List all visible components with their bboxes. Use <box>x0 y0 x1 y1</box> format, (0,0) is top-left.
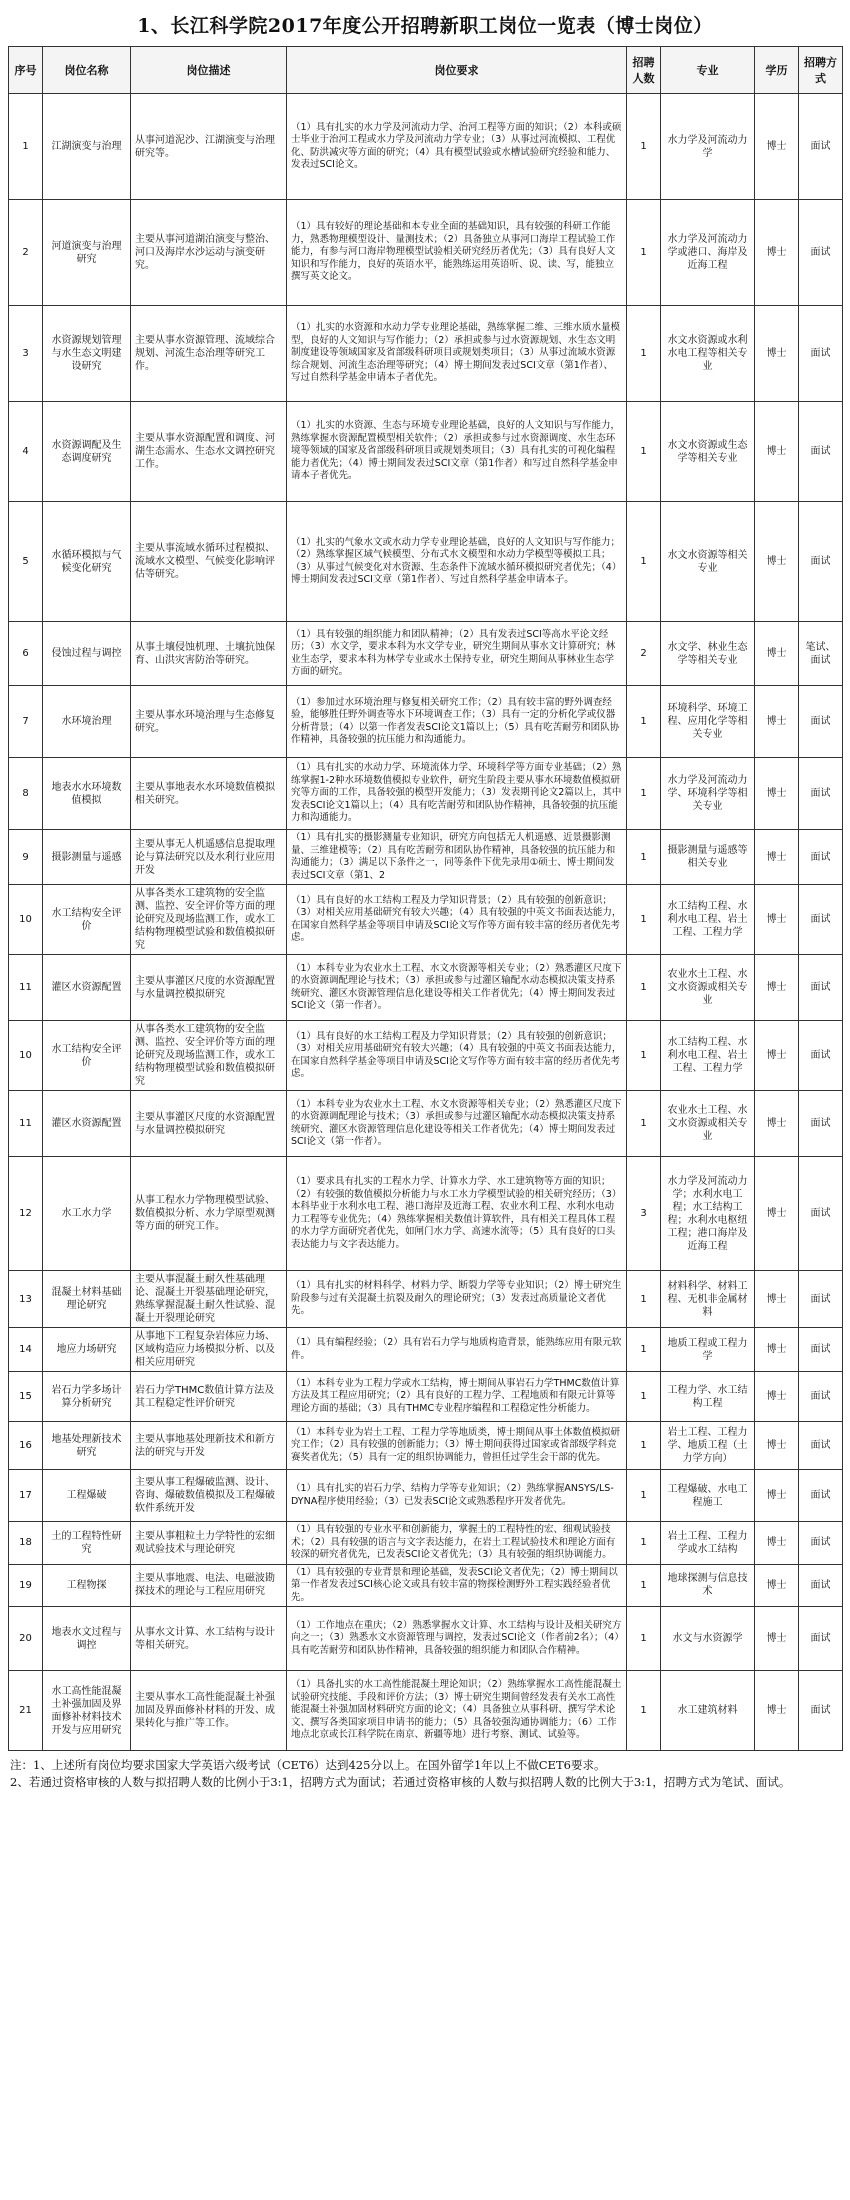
row-req: （1）具有良好的水工结构工程及力学知识背景；（2）具有较强的创新意识；（3）对相关应用基础研究有较大兴趣；（4）具有较强的中英文书面表达能力，在国家自然科学基金等项目申请及SCI论文写作等方面有较丰富的经历者优先考虑。 <box>287 885 627 955</box>
row-degree: 博士 <box>755 1671 799 1751</box>
row-major: 岩土工程、工程力学、地质工程（土力学方向） <box>661 1422 755 1470</box>
row-no: 10 <box>9 1021 43 1091</box>
row-method: 面试 <box>799 1271 843 1328</box>
row-count: 1 <box>627 402 661 502</box>
row-count: 2 <box>627 622 661 686</box>
row-count: 3 <box>627 1157 661 1271</box>
row-major: 农业水土工程、水文水资源或相关专业 <box>661 1091 755 1157</box>
row-major: 水文与水资源学 <box>661 1607 755 1671</box>
row-name: 土的工程特性研究 <box>43 1522 131 1565</box>
row-name: 河道演变与治理研究 <box>43 200 131 306</box>
row-no: 12 <box>9 1157 43 1271</box>
row-method: 面试 <box>799 1607 843 1671</box>
row-method: 面试 <box>799 1470 843 1522</box>
row-major: 水工结构工程、水利水电工程、岩土工程、工程力学 <box>661 885 755 955</box>
row-desc: 主要从事灌区尺度的水资源配置与水量调控模拟研究 <box>131 955 287 1021</box>
row-no: 11 <box>9 1091 43 1157</box>
row-desc: 主要从事地基处理新技术和新方法的研究与开发 <box>131 1422 287 1470</box>
row-req: （1）要求具有扎实的工程水力学、计算水力学、水工建筑物等方面的知识；（2）有较强的数值模拟分析能力与水工水力学模型试验的相关研究经历；（3）本科毕业于水利水电工程、港口海岸及近海工程、农业水利工程、水利水电动力工程等专业优先；（4）熟练掌握相关数值计算软件，具有相关工程具体工程的水力学方面研究者优先，如闸门水力学、高速水流等；（5）具有良好的口头表达能力与文字表达能力。 <box>287 1157 627 1271</box>
row-req: （1）具有较强的专业水平和创新能力，掌握土的工程特性的宏、细观试验技术；（2）具有较强的语言与文字表达能力，在岩土工程试验技术和理论方面有较深的研究者优先，已发表SCI论文者优先；（3）具有较强的组织协调能力。 <box>287 1522 627 1565</box>
row-major: 地质工程或工程力学 <box>661 1328 755 1372</box>
row-desc: 主要从事地震、电法、电磁波勘探技术的理论与工程应用研究 <box>131 1564 287 1607</box>
table-row <box>9 502 843 622</box>
row-method: 面试 <box>799 1372 843 1422</box>
page-title: 1、长江科学院2017年度公开招聘新职工岗位一览表（博士岗位） <box>137 15 713 37</box>
row-req: （1）工作地点在重庆；（2）熟悉掌握水文计算、水工结构与设计及相关研究方向之一；（3）熟悉水文水资源管理与调控，发表过SCI论文（作者前2名）；（4）具有吃苦耐劳和团队协作精神，具备较强的组织能力和团队合作精神。 <box>287 1607 627 1671</box>
row-degree: 博士 <box>755 1021 799 1091</box>
row-degree: 博士 <box>755 1271 799 1328</box>
row-no: 20 <box>9 1607 43 1671</box>
row-count: 1 <box>627 830 661 885</box>
row-count: 1 <box>627 1564 661 1607</box>
row-method: 笔试、面试 <box>799 622 843 686</box>
row-major: 水文水资源或生态学等相关专业 <box>661 402 755 502</box>
row-req: （1）具有扎实的水动力学、环境流体力学、环境科学等方面专业基础；（2）熟练掌握1-2种水环境数值模拟专业软件，研究生阶段主要从事水环境数值模拟研究等方面的工作，具备较强的模型开发能力；（3）发表期刊论文2篇以上，其中发表SCI论文1篇以上；（4）具有吃苦耐劳和团队协作精神，具备较强的抗压能力和沟通能力。 <box>287 758 627 830</box>
table-row <box>9 1328 843 1372</box>
row-method: 面试 <box>799 1021 843 1091</box>
row-desc: 从事工程水力学物理模型试验、数值模拟分析、水力学原型观测等方面的研究工作。 <box>131 1157 287 1271</box>
row-degree: 博士 <box>755 1564 799 1607</box>
header-count: 招聘人数 <box>627 47 661 94</box>
row-name: 地基处理新技术研究 <box>43 1422 131 1470</box>
row-major: 水力学及河流动力学或港口、海岸及近海工程 <box>661 200 755 306</box>
row-desc: 从事各类水工建筑物的安全监测、监控、安全评价等方面的理论研究及现场监测工作，或水工结构物理模型试验和数值模拟研究 <box>131 885 287 955</box>
row-method: 面试 <box>799 758 843 830</box>
row-degree: 博士 <box>755 885 799 955</box>
row-degree: 博士 <box>755 622 799 686</box>
row-desc: 主要从事粗粒土力学特性的宏细观试验技术与理论研究 <box>131 1522 287 1565</box>
table-row <box>9 1564 843 1607</box>
row-name: 灌区水资源配置 <box>43 1091 131 1157</box>
row-major: 环境科学、环境工程、应用化学等相关专业 <box>661 686 755 758</box>
row-count: 1 <box>627 306 661 402</box>
row-req: （1）具有良好的水工结构工程及力学知识背景；（2）具有较强的创新意识；（3）对相关应用基础研究有较大兴趣；（4）具有较强的中英文书面表达能力，在国家自然科学基金等项目申请及SCI论文写作等方面有较丰富的经历者优先考虑。 <box>287 1021 627 1091</box>
row-name: 灌区水资源配置 <box>43 955 131 1021</box>
row-method: 面试 <box>799 402 843 502</box>
row-name: 侵蚀过程与调控 <box>43 622 131 686</box>
row-count: 1 <box>627 686 661 758</box>
row-count: 1 <box>627 1671 661 1751</box>
row-method: 面试 <box>799 1328 843 1372</box>
row-degree: 博士 <box>755 758 799 830</box>
row-no: 5 <box>9 502 43 622</box>
row-req: （1）具有编程经验；（2）具有岩石力学与地质构造背景，能熟练应用有限元软件。 <box>287 1328 627 1372</box>
table-row <box>9 1607 843 1671</box>
row-no: 4 <box>9 402 43 502</box>
row-desc: 主要从事混凝土耐久性基础理论、混凝土开裂基础理论研究，熟练掌握混凝土耐久性试验、混凝土开裂理论研究 <box>131 1271 287 1328</box>
row-method: 面试 <box>799 1671 843 1751</box>
row-name: 地应力场研究 <box>43 1328 131 1372</box>
row-count: 1 <box>627 1328 661 1372</box>
row-count: 1 <box>627 200 661 306</box>
row-method: 面试 <box>799 686 843 758</box>
row-req: （1）具有扎实的水力学及河流动力学、治河工程等方面的知识；（2）本科或硕士毕业于治河工程或水力学及河流动力学专业；（3）从事过河流模拟、工程优化、防洪减灾等方面的研究；（4）具有模型试验或水槽试验研究经验和能力、发表过SCI论文。 <box>287 94 627 200</box>
row-name: 江湖演变与治理 <box>43 94 131 200</box>
row-req: （1）具备扎实的水工高性能混凝土理论知识；（2）熟练掌握水工高性能混凝土试验研究技能、手段和评价方法；（3）博士研究生期间曾经发表有关水工高性能混凝土补强加固材料研究方面的论文；（4）具备独立从事科研、撰写学术论文、撰写各类国家项目申请书的能力；（5）具备较强沟通协调能力；（6）工作地点北京或长江科学院在南京、新疆等地）进行考察、测试、试验等。 <box>287 1671 627 1751</box>
row-desc: 主要从事灌区尺度的水资源配置与水量调控模拟研究 <box>131 1091 287 1157</box>
row-method: 面试 <box>799 94 843 200</box>
row-count: 1 <box>627 1422 661 1470</box>
table-row <box>9 1422 843 1470</box>
row-major: 工程爆破、水电工程施工 <box>661 1470 755 1522</box>
row-count: 1 <box>627 1522 661 1565</box>
row-degree: 博士 <box>755 1522 799 1565</box>
row-no: 21 <box>9 1671 43 1751</box>
table-row <box>9 1157 843 1271</box>
note-2: 2、若通过资格审核的人数与拟招聘人数的比例小于3:1，招聘方式为面试；若通过资格审核的人数与拟招聘人数的比例大于3:1，招聘方式为笔试、面试。 <box>10 1775 791 1789</box>
row-major: 水力学及河流动力学；水利水电工程；水工结构工程；水利水电枢纽工程；港口海岸及近海工程 <box>661 1157 755 1271</box>
row-req: （1）扎实的气象水文或水动力学专业理论基础，良好的人文知识与写作能力；（2）熟练掌握区域气候模型、分布式水文模型和水动力学模型等模拟工具；（3）从事过气候变化对水资源、生态条件下流域水循环模拟研究者优先；（4）博士期间发表过SCI文章（第1作者）、写过自然科学基金申请本子。 <box>287 502 627 622</box>
header-method: 招聘方式 <box>799 47 843 94</box>
table-row <box>9 1091 843 1157</box>
row-major: 水工建筑材料 <box>661 1671 755 1751</box>
row-degree: 博士 <box>755 1422 799 1470</box>
row-method: 面试 <box>799 830 843 885</box>
table-row <box>9 1271 843 1328</box>
row-count: 1 <box>627 94 661 200</box>
row-req: （1）参加过水环境治理与修复相关研究工作；（2）具有较丰富的野外调查经验，能够胜任野外调查等水下环境调查工作；（3）具有一定的分析化学或仪器分析背景；（4）以第一作者发表SCI论文1篇以上；（5）具有吃苦耐劳和团队协作精神，具备较强的抗压能力和沟通能力。 <box>287 686 627 758</box>
row-degree: 博士 <box>755 1091 799 1157</box>
row-major: 工程力学、水工结构工程 <box>661 1372 755 1422</box>
row-name: 岩石力学多场计算分析研究 <box>43 1372 131 1422</box>
row-degree: 博士 <box>755 830 799 885</box>
row-desc: 主要从事水工高性能混凝土补强加固及界面修补材料的开发、成果转化与推广等工作。 <box>131 1671 287 1751</box>
row-req: （1）本科专业为工程力学或水工结构，博士期间从事岩石力学THMC数值计算方法及其工程应用研究；（2）具有良好的工程力学、工程地质和有限元计算等理论方面的基础；（3）具有THMC专业程序编程和工程稳定性分析能力。 <box>287 1372 627 1422</box>
row-name: 水环境治理 <box>43 686 131 758</box>
row-count: 1 <box>627 1470 661 1522</box>
row-no: 10 <box>9 885 43 955</box>
row-no: 11 <box>9 955 43 1021</box>
row-method: 面试 <box>799 1564 843 1607</box>
row-name: 水资源调配及生态调度研究 <box>43 402 131 502</box>
row-method: 面试 <box>799 885 843 955</box>
row-method: 面试 <box>799 955 843 1021</box>
row-name: 水工水力学 <box>43 1157 131 1271</box>
row-desc: 从事各类水工建筑物的安全监测、监控、安全评价等方面的理论研究及现场监测工作，或水工结构物理模型试验和数值模拟研究 <box>131 1021 287 1091</box>
row-major: 材料科学、材料工程、无机非金属材料 <box>661 1271 755 1328</box>
header-no: 序号 <box>9 47 43 94</box>
row-desc: 主要从事水资源管理、流域综合规划、河流生态治理等研究工作。 <box>131 306 287 402</box>
row-degree: 博士 <box>755 1157 799 1271</box>
row-method: 面试 <box>799 1522 843 1565</box>
row-degree: 博士 <box>755 200 799 306</box>
row-major: 农业水土工程、水文水资源或相关专业 <box>661 955 755 1021</box>
row-no: 2 <box>9 200 43 306</box>
row-desc: 从事水文计算、水工结构与设计等相关研究。 <box>131 1607 287 1671</box>
row-name: 水资源规划管理与水生态文明建设研究 <box>43 306 131 402</box>
row-method: 面试 <box>799 1422 843 1470</box>
row-name: 地表水水环境数值模拟 <box>43 758 131 830</box>
row-degree: 博士 <box>755 94 799 200</box>
table-body <box>9 94 843 1751</box>
row-name: 摄影测量与遥感 <box>43 830 131 885</box>
row-count: 1 <box>627 955 661 1021</box>
row-count: 1 <box>627 1271 661 1328</box>
row-degree: 博士 <box>755 402 799 502</box>
row-req: （1）具有扎实的岩石力学、结构力学等专业知识；（2）熟练掌握ANSYS/LS-DYNA程序使用经验；（3）已发表SCI论文或熟悉程序开发者优先。 <box>287 1470 627 1522</box>
row-degree: 博士 <box>755 955 799 1021</box>
recruitment-table <box>8 46 843 1751</box>
row-no: 13 <box>9 1271 43 1328</box>
table-row <box>9 686 843 758</box>
header-degree: 学历 <box>755 47 799 94</box>
header-desc: 岗位描述 <box>131 47 287 94</box>
row-no: 14 <box>9 1328 43 1372</box>
table-row <box>9 200 843 306</box>
row-desc: 从事土壤侵蚀机理、土壤抗蚀保育、山洪灾害防治等研究。 <box>131 622 287 686</box>
row-major: 岩土工程、工程力学或水工结构 <box>661 1522 755 1565</box>
table-row <box>9 402 843 502</box>
table-row <box>9 830 843 885</box>
row-method: 面试 <box>799 502 843 622</box>
row-desc: 主要从事水环境治理与生态修复研究。 <box>131 686 287 758</box>
row-no: 1 <box>9 94 43 200</box>
row-count: 1 <box>627 1607 661 1671</box>
table-row <box>9 94 843 200</box>
row-req: （1）本科专业为岩土工程、工程力学等地质类，博士期间从事土体数值模拟研究工作；（2）具有较强的创新能力；（3）博士期间获得过国家或省部级学科竞赛奖者优先；（5）具有一定的组织协调能力，曾担任过学生会干部的优先。 <box>287 1422 627 1470</box>
row-req: （1）具有较强的专业背景和理论基础，发表SCI论文者优先；（2）博士期间以第一作者发表过SCI核心论文或具有较丰富的物探检测野外工程实践经验者优先。 <box>287 1564 627 1607</box>
row-req: （1）本科专业为农业水土工程、水文水资源等相关专业；（2）熟悉灌区尺度下的水资源调配理论与技术；（3）承担或参与过灌区输配水动态模拟决策支持系统研究、灌区水资源管理信息化建设等相关工作者优先；（4）博士期间发表过SCI论文（第一作者）。 <box>287 955 627 1021</box>
row-no: 3 <box>9 306 43 402</box>
row-name: 水循环模拟与气候变化研究 <box>43 502 131 622</box>
row-name: 水工结构安全评价 <box>43 1021 131 1091</box>
row-desc: 主要从事无人机遥感信息提取理论与算法研究以及水利行业应用开发 <box>131 830 287 885</box>
row-name: 工程物探 <box>43 1564 131 1607</box>
row-method: 面试 <box>799 1157 843 1271</box>
table-header-row <box>9 47 843 94</box>
row-method: 面试 <box>799 1091 843 1157</box>
table-row <box>9 758 843 830</box>
row-desc: 从事地下工程复杂岩体应力场、区域构造应力场模拟分析、以及相关应用研究 <box>131 1328 287 1372</box>
row-desc: 主要从事地表水水环境数值模拟相关研究。 <box>131 758 287 830</box>
row-degree: 博士 <box>755 306 799 402</box>
row-major: 摄影测量与遥感等相关专业 <box>661 830 755 885</box>
row-count: 1 <box>627 1021 661 1091</box>
table-row <box>9 885 843 955</box>
row-req: （1）本科专业为农业水土工程、水文水资源等相关专业；（2）熟悉灌区尺度下的水资源调配理论与技术；（3）承担或参与过灌区输配水动态模拟决策支持系统研究、灌区水资源管理信息化建设等相关工作者优先；（4）博士期间发表过SCI论文（第一作者）。 <box>287 1091 627 1157</box>
table-row <box>9 955 843 1021</box>
row-no: 15 <box>9 1372 43 1422</box>
header-req: 岗位要求 <box>287 47 627 94</box>
row-desc: 主要从事河道湖泊演变与整治、河口及海岸水沙运动与演变研究。 <box>131 200 287 306</box>
row-method: 面试 <box>799 200 843 306</box>
row-no: 18 <box>9 1522 43 1565</box>
row-no: 9 <box>9 830 43 885</box>
row-no: 7 <box>9 686 43 758</box>
row-degree: 博士 <box>755 1328 799 1372</box>
row-req: （1）扎实的水资源和水动力学专业理论基础，熟练掌握二维、三维水质水量模型，良好的人文知识与写作能力；（2）承担或参与过水资源规划、水生态文明制度建设等领域国家及省部级科研项目或规划类项目；（3）从事过流域水资源综合规划、河流生态治理等研究；（4）博士期间发表过SCI文章（第1作者）、写过自然科学基金申请本子者优先。 <box>287 306 627 402</box>
row-name: 混凝土材料基础理论研究 <box>43 1271 131 1328</box>
header-name: 岗位名称 <box>43 47 131 94</box>
row-major: 水力学及河流动力学 <box>661 94 755 200</box>
row-desc: 主要从事流域水循环过程模拟、流域水文模型、气候变化影响评估等研究。 <box>131 502 287 622</box>
row-method: 面试 <box>799 306 843 402</box>
table-row <box>9 1470 843 1522</box>
row-desc: 主要从事水资源配置和调度、河湖生态需水、生态水文调控研究工作。 <box>131 402 287 502</box>
row-count: 1 <box>627 758 661 830</box>
row-degree: 博士 <box>755 502 799 622</box>
row-major: 水力学及河流动力学、环境科学等相关专业 <box>661 758 755 830</box>
table-row <box>9 1021 843 1091</box>
row-desc: 主要从事工程爆破监测、设计、咨询、爆破数值模拟及工程爆破软件系统开发 <box>131 1470 287 1522</box>
notes <box>8 1757 842 1791</box>
row-major: 地球探测与信息技术 <box>661 1564 755 1607</box>
row-major: 水文水资源或水利水电工程等相关专业 <box>661 306 755 402</box>
header-major: 专业 <box>661 47 755 94</box>
row-major: 水文水资源等相关专业 <box>661 502 755 622</box>
row-count: 1 <box>627 502 661 622</box>
row-name: 工程爆破 <box>43 1470 131 1522</box>
row-no: 17 <box>9 1470 43 1522</box>
table-row <box>9 1372 843 1422</box>
row-req: （1）具有较好的理论基础和本专业全面的基础知识，具有较强的科研工作能力，熟悉物理模型设计、量测技术；（2）具备独立从事河口海岸工程试验工作能力，有参与河口海岸物理模型试验相关研究经历者优先；（3）具有良好人文知识和写作能力，良好的英语水平，能熟练运用英语听、说、读、写，能独立撰写英文论文。 <box>287 200 627 306</box>
table-row <box>9 1522 843 1565</box>
row-degree: 博士 <box>755 686 799 758</box>
row-count: 1 <box>627 1372 661 1422</box>
row-degree: 博士 <box>755 1470 799 1522</box>
row-desc: 岩石力学THMC数值计算方法及其工程稳定性评价研究 <box>131 1372 287 1422</box>
row-major: 水文学、林业生态学等相关专业 <box>661 622 755 686</box>
row-major: 水工结构工程、水利水电工程、岩土工程、工程力学 <box>661 1021 755 1091</box>
row-req: （1）具有扎实的材料科学、材料力学、断裂力学等专业知识；（2）博士研究生阶段参与过有关混凝土抗裂及耐久的理论研究；（3）发表过高质量论文者优先。 <box>287 1271 627 1328</box>
table-row <box>9 622 843 686</box>
row-no: 6 <box>9 622 43 686</box>
row-name: 地表水文过程与调控 <box>43 1607 131 1671</box>
row-no: 19 <box>9 1564 43 1607</box>
row-name: 水工结构安全评价 <box>43 885 131 955</box>
row-degree: 博士 <box>755 1607 799 1671</box>
row-req: （1）具有扎实的摄影测量专业知识，研究方向包括无人机遥感、近景摄影测量、三维建模等；（2）具有吃苦耐劳和团队协作精神，具备较强的抗压能力和沟通能力；（3）满足以下条件之一，同等条件下优先录用①硕士、博士期间发表过SCI文章（第1、2 <box>287 830 627 885</box>
table-row <box>9 1671 843 1751</box>
row-desc: 从事河道泥沙、江湖演变与治理研究等。 <box>131 94 287 200</box>
row-count: 1 <box>627 885 661 955</box>
table-row <box>9 306 843 402</box>
row-degree: 博士 <box>755 1372 799 1422</box>
note-1: 注：1、上述所有岗位均要求国家大学英语六级考试（CET6）达到425分以上。在国外留学1年以上不做CET6要求。 <box>10 1758 606 1772</box>
row-name: 水工高性能混凝土补强加固及界面修补材料技术开发与应用研究 <box>43 1671 131 1751</box>
row-no: 8 <box>9 758 43 830</box>
row-req: （1）具有较强的组织能力和团队精神；（2）具有发表过SCI等高水平论文经历；（3）水文学，要求本科为水文学专业，研究生期间从事水文计算研究；林业生态学，要求本科为林学专业或水土保持专业，研究生期间从事林业生态学方面的研究。 <box>287 622 627 686</box>
row-req: （1）扎实的水资源、生态与环境专业理论基础，良好的人文知识与写作能力，熟练掌握水资源配置模型相关软件；（2）承担或参与过水资源调度、水生态环境等领域的国家及省部级科研项目或规划类项目；（3）具有扎实的可视化编程能力者优先；（4）博士期间发表过SCI文章（第1作者）和写过自然科学基金申请本子者优先。 <box>287 402 627 502</box>
row-count: 1 <box>627 1091 661 1157</box>
row-no: 16 <box>9 1422 43 1470</box>
